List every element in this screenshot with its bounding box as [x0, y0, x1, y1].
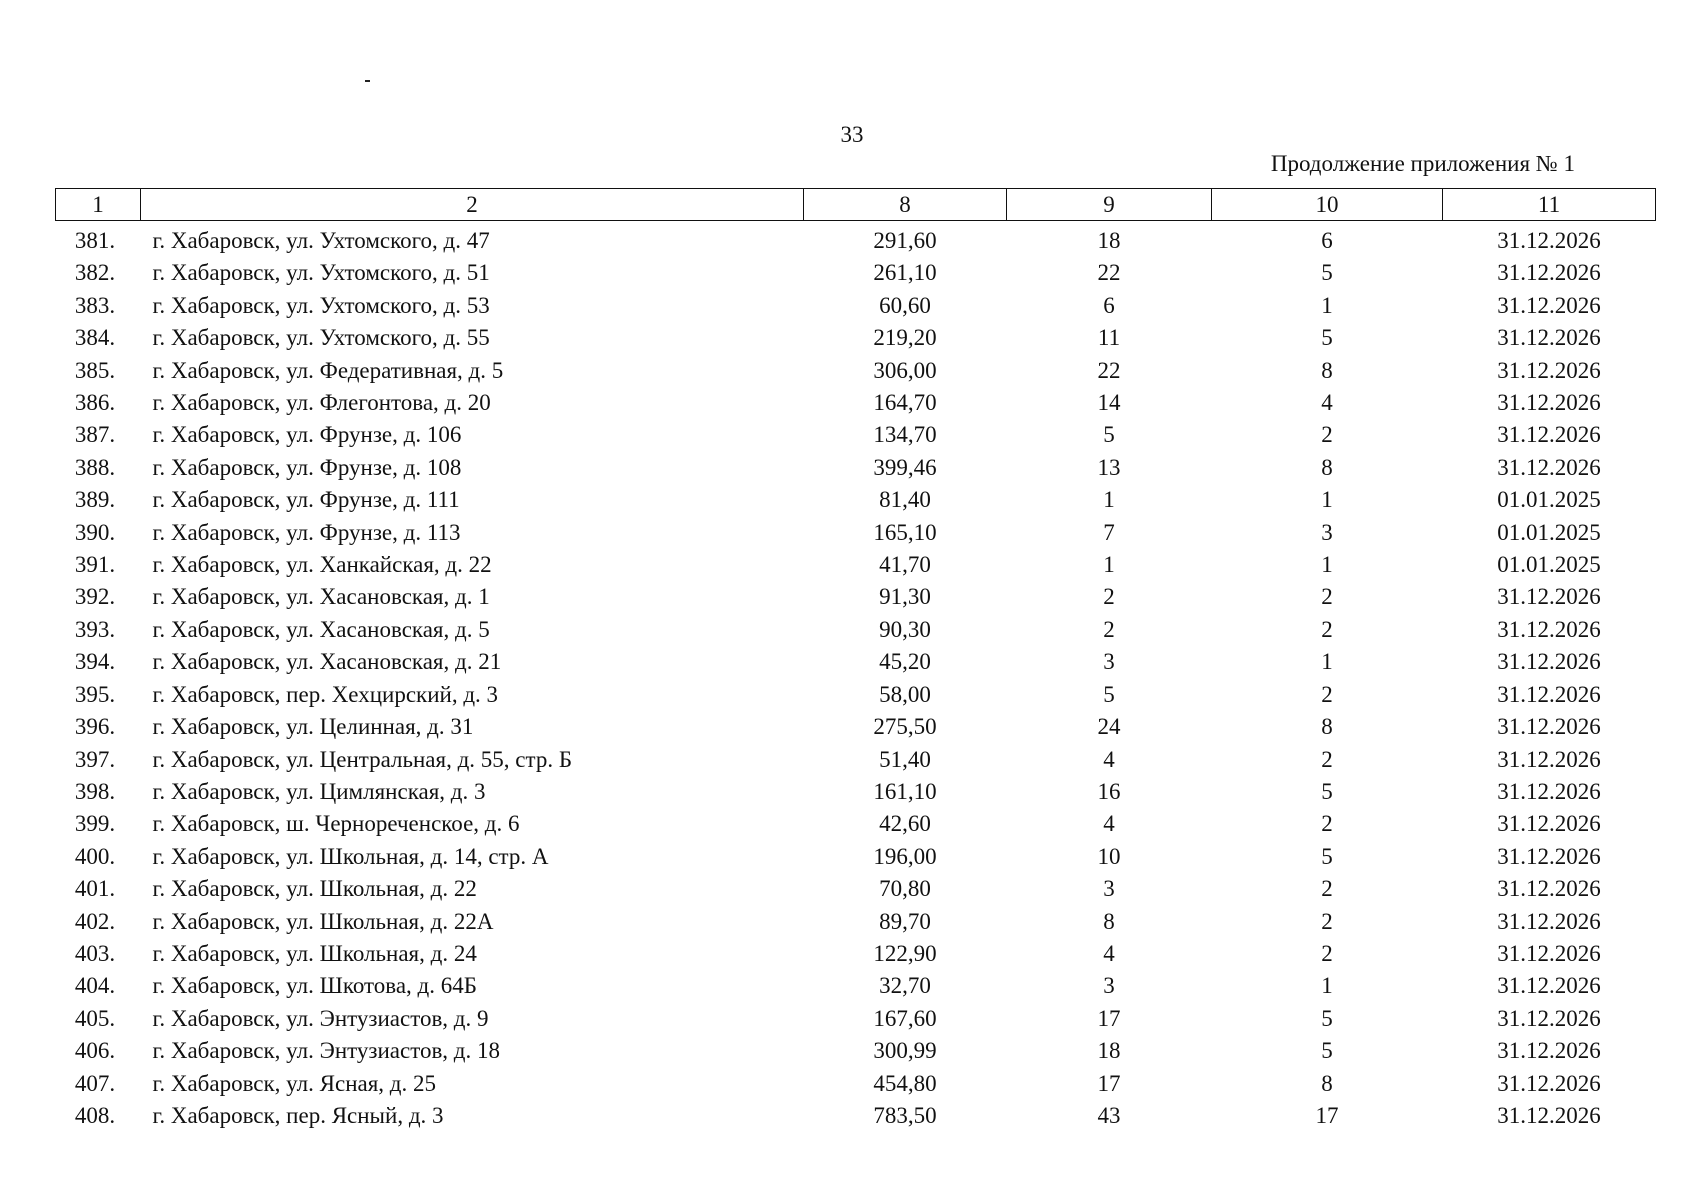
- column-10-cell: 3: [1321, 519, 1333, 545]
- column-9-cell: 24: [1097, 714, 1121, 740]
- address-cell: г. Хабаровск, ул. Энтузиастов, д. 9: [152, 1005, 489, 1031]
- column-9-cell: 3: [1103, 973, 1115, 999]
- row-number-cell: 393.: [74, 616, 116, 642]
- table-row: [56, 744, 1656, 776]
- column-8-cell: 45,20: [879, 649, 931, 675]
- column-10-cell: 2: [1321, 746, 1333, 772]
- column-8-cell: 165,10: [873, 519, 937, 545]
- column-9-cell: 22: [1097, 260, 1121, 286]
- column-11-cell: 31.12.2026: [1497, 681, 1601, 707]
- column-10-cell: 8: [1321, 454, 1333, 480]
- column-11-cell: 31.12.2026: [1497, 325, 1601, 351]
- column-11-cell: 31.12.2026: [1497, 422, 1601, 448]
- table-row: [56, 322, 1656, 354]
- table-row: [56, 776, 1656, 808]
- row-number-cell: 383.: [74, 292, 116, 318]
- column-11-cell: 31.12.2026: [1497, 357, 1601, 383]
- address-cell: г. Хабаровск, ул. Школьная, д. 22: [152, 876, 477, 902]
- column-10-cell: 2: [1321, 811, 1333, 837]
- column-11-cell: 31.12.2026: [1497, 843, 1601, 869]
- column-10-cell: 5: [1321, 1005, 1333, 1031]
- table-header-row: [56, 189, 1656, 221]
- column-11-cell: 31.12.2026: [1497, 876, 1601, 902]
- column-8-cell: 91,30: [879, 584, 931, 610]
- column-9-cell: 4: [1103, 811, 1115, 837]
- table-row: [56, 581, 1656, 613]
- column-9-cell: 3: [1103, 649, 1115, 675]
- address-cell: г. Хабаровск, ул. Фрунзе, д. 113: [152, 519, 461, 545]
- column-8-cell: 783,50: [873, 1102, 937, 1128]
- column-8-cell: 196,00: [873, 843, 937, 869]
- address-cell: г. Хабаровск, ул. Ясная, д. 25: [152, 1070, 436, 1096]
- address-cell: г. Хабаровск, ул. Ухтомского, д. 55: [152, 325, 490, 351]
- row-number-cell: 381.: [74, 228, 116, 253]
- address-cell: г. Хабаровск, ул. Федеративная, д. 5: [152, 357, 504, 383]
- column-9-cell: 5: [1103, 681, 1115, 707]
- column-10-cell: 5: [1321, 843, 1333, 869]
- column-header-11: 11: [1443, 189, 1656, 221]
- column-header-2: 2: [141, 189, 804, 221]
- table-row: [56, 970, 1656, 1002]
- table-row: [56, 906, 1656, 938]
- address-cell: г. Хабаровск, ул. Хасановская, д. 5: [152, 616, 490, 642]
- column-10-cell: 2: [1321, 876, 1333, 902]
- column-9-cell: 22: [1097, 357, 1121, 383]
- table-row: [56, 290, 1656, 322]
- row-number-cell: 394.: [74, 649, 116, 675]
- table-row: [56, 646, 1656, 678]
- column-8-cell: 161,10: [873, 778, 937, 804]
- address-cell: г. Хабаровск, ш. Чернореченское, д. 6: [152, 811, 520, 837]
- column-11-cell: 31.12.2026: [1497, 811, 1601, 837]
- row-number-cell: 403.: [74, 940, 116, 966]
- column-11-cell: 31.12.2026: [1497, 292, 1601, 318]
- column-10-cell: 5: [1321, 1038, 1333, 1064]
- address-cell: г. Хабаровск, ул. Фрунзе, д. 108: [152, 454, 462, 480]
- column-9-cell: 2: [1103, 616, 1115, 642]
- column-9-cell: 10: [1097, 843, 1121, 869]
- table-row: [56, 679, 1656, 711]
- column-8-cell: 32,70: [879, 973, 931, 999]
- address-cell: г. Хабаровск, ул. Ухтомского, д. 53: [152, 292, 490, 318]
- row-number-cell: 405.: [74, 1005, 116, 1031]
- address-cell: г. Хабаровск, ул. Цимлянская, д. 3: [152, 778, 486, 804]
- column-9-cell: 43: [1097, 1102, 1121, 1128]
- column-8-cell: 70,80: [879, 876, 931, 902]
- column-header-9: 9: [1007, 189, 1212, 221]
- row-number-cell: 406.: [74, 1038, 116, 1064]
- address-cell: г. Хабаровск, ул. Шкотова, д. 64Б: [152, 973, 477, 999]
- column-10-cell: 2: [1321, 940, 1333, 966]
- column-8-cell: 41,70: [879, 552, 931, 578]
- column-11-cell: 31.12.2026: [1497, 1070, 1601, 1096]
- column-10-cell: 8: [1321, 357, 1333, 383]
- column-11-cell: 31.12.2026: [1497, 940, 1601, 966]
- column-9-cell: 4: [1103, 746, 1115, 772]
- buildings-table-container: [55, 188, 1655, 1132]
- column-8-cell: 454,80: [873, 1070, 937, 1096]
- row-number-cell: 400.: [74, 843, 116, 869]
- address-cell: г. Хабаровск, ул. Центральная, д. 55, стр. Б: [152, 746, 573, 772]
- column-10-cell: 5: [1321, 260, 1333, 286]
- column-11-cell: 01.01.2025: [1497, 519, 1601, 545]
- address-cell: г. Хабаровск, ул. Хасановская, д. 1: [152, 584, 490, 610]
- column-header-1: 1: [56, 189, 141, 221]
- row-number-cell: 390.: [74, 519, 116, 545]
- table-row: [56, 549, 1656, 581]
- column-10-cell: 2: [1321, 681, 1333, 707]
- address-cell: г. Хабаровск, пер. Хехцирский, д. 3: [152, 681, 499, 707]
- address-cell: г. Хабаровск, ул. Энтузиастов, д. 18: [152, 1038, 501, 1064]
- table-row: [56, 1100, 1656, 1132]
- row-number-cell: 402.: [74, 908, 116, 934]
- address-cell: г. Хабаровск, ул. Школьная, д. 24: [152, 940, 477, 966]
- table-row: [56, 808, 1656, 840]
- table-row: [56, 257, 1656, 289]
- page-number: 33: [840, 122, 864, 147]
- table-row: [56, 938, 1656, 970]
- row-number-cell: 401.: [74, 876, 116, 902]
- address-cell: г. Хабаровск, ул. Фрунзе, д. 111: [152, 487, 460, 513]
- column-11-cell: 01.01.2025: [1497, 487, 1601, 513]
- column-11-cell: 01.01.2025: [1497, 552, 1601, 578]
- row-number-cell: 397.: [74, 746, 116, 772]
- row-number-cell: 395.: [74, 681, 116, 707]
- row-number-cell: 385.: [74, 357, 116, 383]
- row-number-cell: 384.: [74, 325, 116, 351]
- column-8-cell: 300,99: [873, 1038, 937, 1064]
- column-10-cell: 1: [1321, 973, 1333, 999]
- column-10-cell: 2: [1321, 584, 1333, 610]
- column-8-cell: 291,60: [873, 228, 937, 253]
- column-8-cell: 89,70: [879, 908, 931, 934]
- address-cell: г. Хабаровск, ул. Школьная, д. 14, стр. А: [152, 843, 549, 869]
- row-number-cell: 408.: [74, 1102, 116, 1128]
- appendix-continuation-note: Продолжение приложения № 1: [1270, 151, 1575, 176]
- column-11-cell: 31.12.2026: [1497, 390, 1601, 416]
- column-11-cell: 31.12.2026: [1497, 1102, 1601, 1128]
- row-number-cell: 392.: [74, 584, 116, 610]
- column-10-cell: 1: [1321, 292, 1333, 318]
- column-9-cell: 8: [1103, 908, 1115, 934]
- column-8-cell: 122,90: [873, 940, 937, 966]
- column-11-cell: 31.12.2026: [1497, 260, 1601, 286]
- column-8-cell: 42,60: [879, 811, 931, 837]
- row-number-cell: 389.: [74, 487, 116, 513]
- column-10-cell: 5: [1321, 325, 1333, 351]
- column-8-cell: 399,46: [873, 454, 937, 480]
- column-11-cell: 31.12.2026: [1497, 714, 1601, 740]
- column-11-cell: 31.12.2026: [1497, 778, 1601, 804]
- column-11-cell: 31.12.2026: [1497, 1038, 1601, 1064]
- column-10-cell: 8: [1321, 1070, 1333, 1096]
- column-11-cell: 31.12.2026: [1497, 228, 1601, 253]
- address-cell: г. Хабаровск, ул. Ханкайская, д. 22: [152, 552, 492, 578]
- column-9-cell: 18: [1097, 228, 1121, 253]
- column-header-10: 10: [1212, 189, 1443, 221]
- column-9-cell: 5: [1103, 422, 1115, 448]
- column-8-cell: 60,60: [879, 292, 931, 318]
- column-10-cell: 17: [1315, 1102, 1339, 1128]
- address-cell: г. Хабаровск, ул. Фрунзе, д. 106: [152, 422, 462, 448]
- table-row: [56, 614, 1656, 646]
- column-10-cell: 1: [1321, 649, 1333, 675]
- address-cell: г. Хабаровск, пер. Ясный, д. 3: [152, 1102, 444, 1128]
- column-8-cell: 51,40: [879, 746, 931, 772]
- column-9-cell: 16: [1097, 778, 1121, 804]
- column-8-cell: 134,70: [873, 422, 937, 448]
- column-header-8: 8: [804, 189, 1007, 221]
- table-row: [56, 355, 1656, 387]
- column-9-cell: 1: [1103, 487, 1115, 513]
- column-10-cell: 2: [1321, 616, 1333, 642]
- table-row: [56, 1068, 1656, 1100]
- address-cell: г. Хабаровск, ул. Ухтомского, д. 51: [152, 260, 490, 286]
- column-10-cell: 5: [1321, 778, 1333, 804]
- column-9-cell: 17: [1097, 1070, 1121, 1096]
- row-number-cell: 396.: [74, 714, 116, 740]
- column-8-cell: 167,60: [873, 1005, 937, 1031]
- column-8-cell: 81,40: [879, 487, 931, 513]
- row-number-cell: 407.: [74, 1070, 116, 1096]
- column-9-cell: 18: [1097, 1038, 1121, 1064]
- column-10-cell: 1: [1321, 487, 1333, 513]
- row-number-cell: 387.: [74, 422, 116, 448]
- column-8-cell: 261,10: [873, 260, 937, 286]
- table-row: [56, 1035, 1656, 1067]
- table-body: [56, 221, 1656, 1133]
- table-row: [56, 517, 1656, 549]
- column-9-cell: 7: [1103, 519, 1115, 545]
- column-8-cell: 306,00: [873, 357, 937, 383]
- address-cell: г. Хабаровск, ул. Школьная, д. 22А: [152, 908, 494, 934]
- column-11-cell: 31.12.2026: [1497, 649, 1601, 675]
- table-row: [56, 711, 1656, 743]
- row-number-cell: 399.: [74, 811, 116, 837]
- table-row: [56, 873, 1656, 905]
- table-row: [56, 419, 1656, 451]
- column-9-cell: 1: [1103, 552, 1115, 578]
- column-8-cell: 164,70: [873, 390, 937, 416]
- column-9-cell: 4: [1103, 940, 1115, 966]
- row-number-cell: 388.: [74, 454, 116, 480]
- column-9-cell: 13: [1097, 454, 1121, 480]
- column-10-cell: 2: [1321, 908, 1333, 934]
- column-11-cell: 31.12.2026: [1497, 454, 1601, 480]
- table-row: [56, 387, 1656, 419]
- column-8-cell: 275,50: [873, 714, 937, 740]
- table-row: [56, 221, 1656, 258]
- address-cell: г. Хабаровск, ул. Хасановская, д. 21: [152, 649, 502, 675]
- table-row: [56, 452, 1656, 484]
- column-8-cell: 90,30: [879, 616, 931, 642]
- address-cell: г. Хабаровск, ул. Флегонтова, д. 20: [152, 390, 491, 416]
- scan-speck: [365, 80, 370, 82]
- column-9-cell: 17: [1097, 1005, 1121, 1031]
- column-9-cell: 3: [1103, 876, 1115, 902]
- column-9-cell: 6: [1103, 292, 1115, 318]
- row-number-cell: 391.: [74, 552, 116, 578]
- table-row: [56, 841, 1656, 873]
- column-8-cell: 58,00: [879, 681, 931, 707]
- column-9-cell: 2: [1103, 584, 1115, 610]
- column-9-cell: 11: [1097, 325, 1121, 351]
- table-row: [56, 484, 1656, 516]
- column-10-cell: 1: [1321, 552, 1333, 578]
- column-8-cell: 219,20: [873, 325, 937, 351]
- column-11-cell: 31.12.2026: [1497, 1005, 1601, 1031]
- column-10-cell: 4: [1321, 390, 1333, 416]
- row-number-cell: 382.: [74, 260, 116, 286]
- column-11-cell: 31.12.2026: [1497, 908, 1601, 934]
- column-10-cell: 8: [1321, 714, 1333, 740]
- address-cell: г. Хабаровск, ул. Целинная, д. 31: [152, 714, 474, 740]
- column-11-cell: 31.12.2026: [1497, 616, 1601, 642]
- row-number-cell: 404.: [74, 973, 116, 999]
- row-number-cell: 386.: [74, 390, 116, 416]
- row-number-cell: 398.: [74, 778, 116, 804]
- column-10-cell: 6: [1321, 228, 1333, 253]
- buildings-table: [55, 188, 1656, 1132]
- address-cell: г. Хабаровск, ул. Ухтомского, д. 47: [152, 228, 490, 253]
- table-header: [56, 189, 1656, 221]
- table-row: [56, 1003, 1656, 1035]
- column-11-cell: 31.12.2026: [1497, 973, 1601, 999]
- column-11-cell: 31.12.2026: [1497, 584, 1601, 610]
- column-9-cell: 14: [1097, 390, 1121, 416]
- column-10-cell: 2: [1321, 422, 1333, 448]
- column-11-cell: 31.12.2026: [1497, 746, 1601, 772]
